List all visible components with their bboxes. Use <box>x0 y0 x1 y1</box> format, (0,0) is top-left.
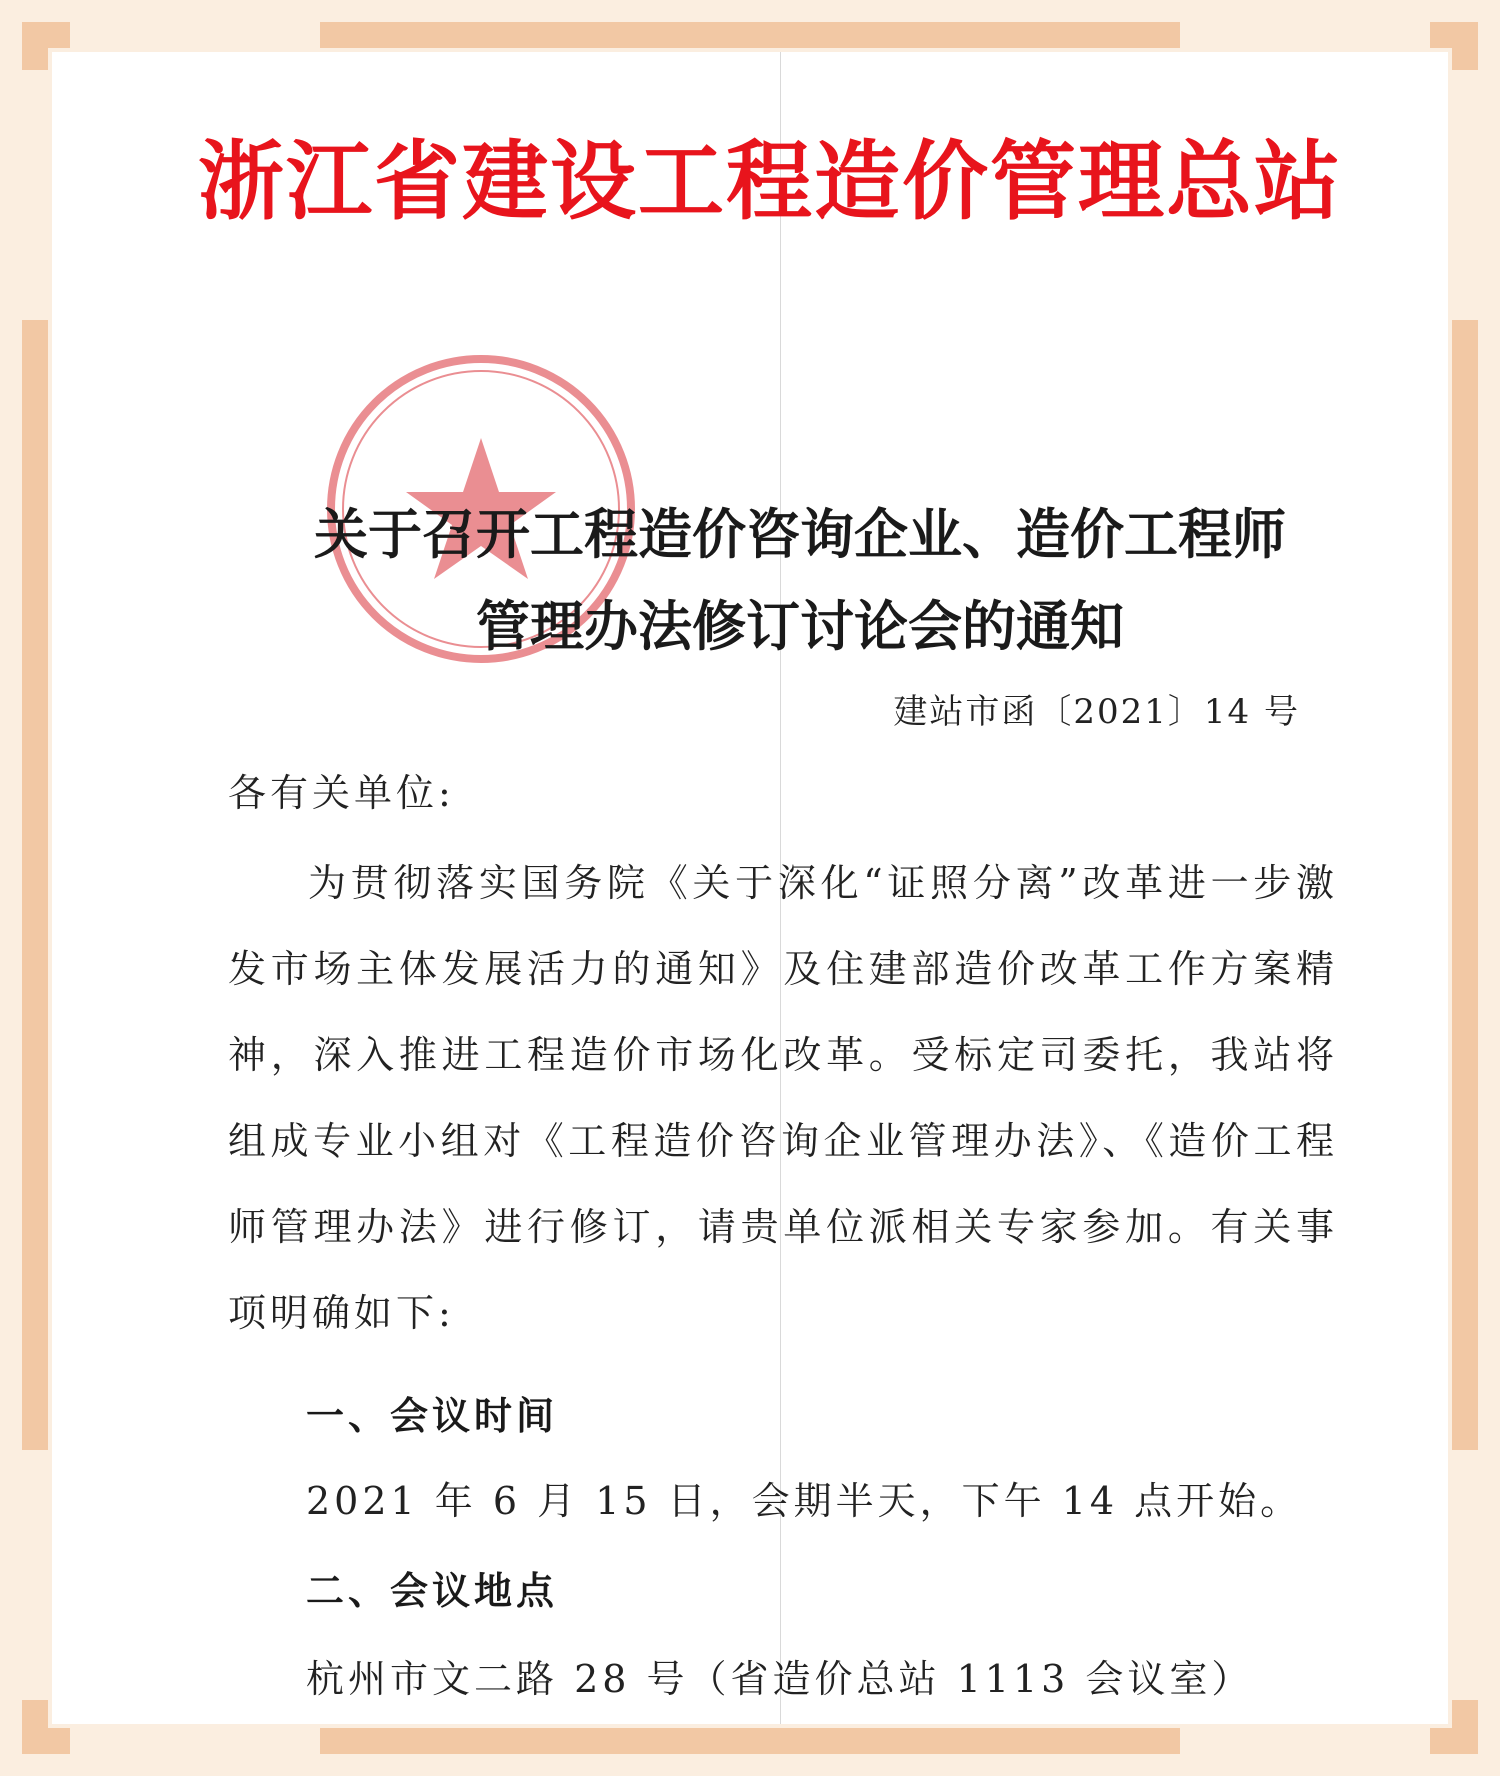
organization-header: 浙江省建设工程造价管理总站 <box>198 132 1342 232</box>
body-paragraph: 为贯彻落实国务院《关于深化“证照分离”改革进一步激发市场主体发展活力的通知》及住建部造价改革工作方案精神，深入推进工程造价市场化改革。受标定司委托，我站将组成专业小组对《工程造价咨询企业管理办法》、《造价工程师管理办法》进行修订，请贵单位派相关专家参加。有关事项明确如下: <box>228 861 1338 1335</box>
salutation: 各有关单位: <box>228 771 455 815</box>
title-line-2: 管理办法修订讨论会的通知 <box>476 594 1124 658</box>
document-number: 建站市函〔2021〕14 号 <box>893 692 1300 732</box>
section-heading-location: 二、会议地点 <box>306 1569 559 1613</box>
title-line-1: 关于召开工程造价咨询企业、造价工程师 <box>314 502 1286 566</box>
section-text-time: 2021 年 6 月 15 日，会期半天，下午 14 点开始。 <box>306 1479 1303 1523</box>
section-heading-time: 一、会议时间 <box>306 1394 559 1438</box>
document-title <box>200 488 1400 672</box>
section-text-location: 杭州市文二路 28 号（省造价总站 1113 会议室） <box>306 1657 1254 1701</box>
